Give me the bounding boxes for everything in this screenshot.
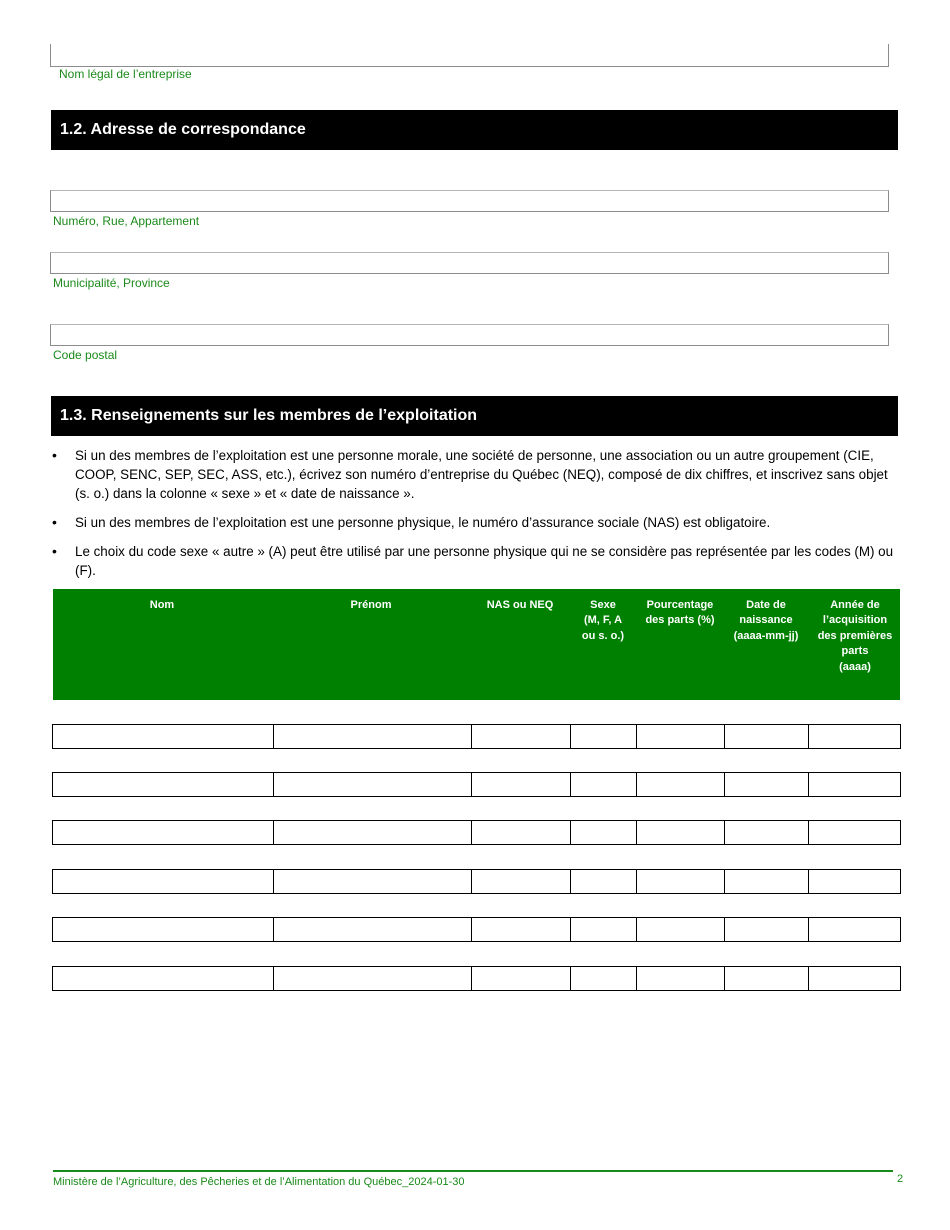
section-correspondence-title: 1.2. Adresse de correspondance [51, 110, 898, 150]
header-prenom [276, 598, 466, 613]
footer-divider [53, 1170, 893, 1172]
table-cell-input[interactable] [808, 918, 901, 941]
table-cell-input[interactable] [471, 967, 570, 990]
table-cell-input[interactable] [808, 773, 901, 796]
street-label: Numéro, Rue, Appartement [53, 214, 200, 228]
instruction-item: • Si un des membres de l’exploitation est une personne physique, le numéro d’assurance sociale (NAS) est obligatoire. [52, 513, 897, 532]
table-cell-input[interactable] [471, 918, 570, 941]
header-line: parts [841, 645, 869, 658]
header-line: des premières [817, 629, 893, 642]
street-input[interactable] [50, 190, 889, 212]
header-line: Pourcentage [646, 599, 714, 611]
table-cell-input[interactable] [570, 821, 636, 844]
table-cell-input[interactable] [570, 773, 636, 796]
table-cell-input[interactable] [570, 725, 636, 748]
table-cell-input[interactable] [724, 967, 808, 990]
instructions-list [52, 446, 897, 590]
header-line: Sexe [590, 599, 616, 611]
header-line: (M, F, A [583, 614, 623, 627]
table-cell-input[interactable] [636, 821, 724, 844]
table-cell-input[interactable] [52, 870, 273, 893]
table-cell-input[interactable] [724, 870, 808, 893]
table-row [52, 772, 901, 797]
table-cell-input[interactable] [471, 821, 570, 844]
section-members-title: 1.3. Renseignements sur les membres de l’exploitation [51, 396, 898, 436]
header-line: (aaaa) [839, 660, 871, 673]
table-cell-input[interactable] [471, 725, 570, 748]
header-line: Année de [830, 599, 880, 611]
table-cell-input[interactable] [471, 773, 570, 796]
header-line: Nom [149, 599, 175, 611]
table-cell-input[interactable] [808, 821, 901, 844]
header-line: des parts (%) [645, 614, 715, 627]
table-cell-input[interactable] [273, 725, 471, 748]
legal-name-label: Nom légal de l’entreprise [59, 67, 192, 81]
table-cell-input[interactable] [52, 967, 273, 990]
table-cell-input[interactable] [273, 821, 471, 844]
table-cell-input[interactable] [724, 773, 808, 796]
header-annee-acquisition [811, 598, 899, 675]
table-cell-input[interactable] [570, 918, 636, 941]
table-cell-input[interactable] [52, 773, 273, 796]
table-cell-input[interactable] [273, 967, 471, 990]
footer-text: Ministère de l’Agriculture, des Pêcheries et de l’Alimentation du Québec_2024-01-30 [53, 1176, 465, 1188]
header-line: ou s. o.) [581, 629, 625, 642]
header-sexe [572, 598, 634, 644]
table-cell-input[interactable] [636, 918, 724, 941]
table-cell-input[interactable] [570, 967, 636, 990]
table-cell-input[interactable] [636, 870, 724, 893]
page-number: 2 [897, 1173, 904, 1185]
table-row [52, 820, 901, 845]
municipality-label: Municipalité, Province [53, 276, 170, 290]
table-cell-input[interactable] [52, 725, 273, 748]
table-cell-input[interactable] [724, 821, 808, 844]
header-date-naissance [726, 598, 806, 644]
table-row [52, 917, 901, 942]
table-cell-input[interactable] [724, 918, 808, 941]
legal-name-input[interactable] [50, 44, 889, 67]
table-row [52, 869, 901, 894]
table-cell-input[interactable] [273, 918, 471, 941]
table-cell-input[interactable] [808, 725, 901, 748]
header-nas-neq [473, 598, 568, 613]
table-cell-input[interactable] [636, 967, 724, 990]
instruction-item: • Si un des membres de l’exploitation est une personne morale, une société de personne, une association ou un autre groupement (CIE, COOP, SENC, SEP, SEC, ASS, etc.), écrivez son numéro d’entreprise du Québec (NEQ), composé de dix chiffres, et inscrivez sans objet (s. o.) dans la colonne « sexe » et « date de naissance ». [52, 446, 897, 503]
table-cell-input[interactable] [570, 870, 636, 893]
table-cell-input[interactable] [808, 967, 901, 990]
postal-code-input[interactable] [50, 324, 889, 346]
table-cell-input[interactable] [808, 870, 901, 893]
instruction-item: • Le choix du code sexe « autre » (A) peut être utilisé par une personne physique qui ne se considère pas représentée par les codes (M) ou (F). [52, 542, 897, 580]
header-line: naissance [739, 614, 793, 627]
table-cell-input[interactable] [52, 821, 273, 844]
header-line: NAS ou NEQ [486, 599, 554, 611]
table-cell-input[interactable] [724, 725, 808, 748]
header-line: Prénom [350, 599, 392, 611]
header-pourcentage [638, 598, 723, 629]
postal-code-label: Code postal [53, 348, 118, 362]
table-cell-input[interactable] [52, 918, 273, 941]
header-nom [62, 598, 262, 613]
table-cell-input[interactable] [273, 773, 471, 796]
table-cell-input[interactable] [636, 725, 724, 748]
table-cell-input[interactable] [636, 773, 724, 796]
table-cell-input[interactable] [273, 870, 471, 893]
header-line: Date de [746, 599, 786, 611]
table-row [52, 966, 901, 991]
table-cell-input[interactable] [471, 870, 570, 893]
header-line: l’acquisition [822, 614, 888, 627]
header-line: (aaaa-mm-jj) [733, 629, 799, 642]
municipality-input[interactable] [50, 252, 889, 274]
table-row [52, 724, 901, 749]
